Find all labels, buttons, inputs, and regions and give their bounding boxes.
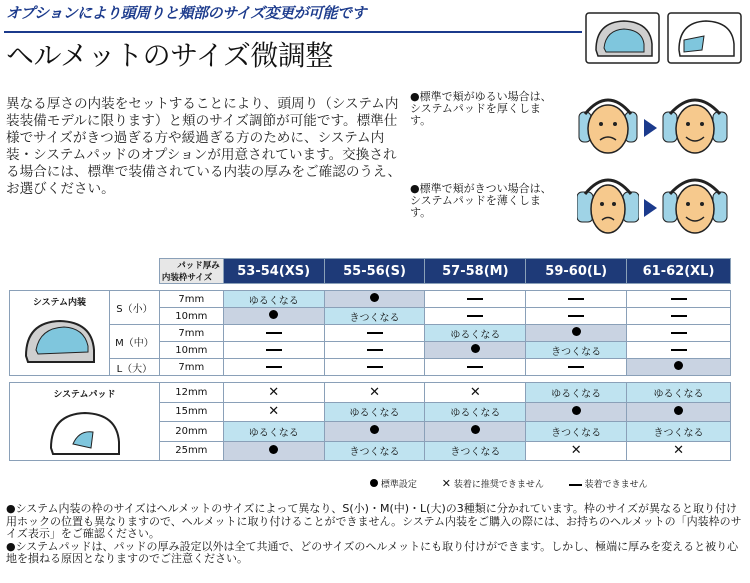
note-system-pad: ●システムパッドは、パッドの厚み設定以外は全て共通で、どのサイズのヘルメットにも取り付けができます。しかし、極端に厚みを変えると被り心地を損ねる原因となりますのでご注意ください。 — [6, 539, 739, 565]
table-row — [10, 383, 731, 403]
fit-cell — [425, 383, 526, 403]
face-tight-after-icon — [662, 172, 728, 240]
standard-dot-icon — [674, 361, 683, 370]
fit-cell — [627, 325, 731, 342]
not-recommended-x-icon: ✕ — [369, 384, 380, 400]
fit-cell — [627, 359, 731, 376]
size-header: 61-62(XL) — [627, 259, 731, 284]
note-system-liner: ●システム内装の枠のサイズはヘルメットのサイズによって異なり、S(小)・M(中)・L(大)の3種類に分かれています。枠のサイズが異なると取り付け用ホックの位置も異なりますので、ヘルメットに取り付けることができません。システム内装をご購入の際には、お持ちのヘルメットの「内装枠のサイズ表示」をご確認ください。 — [6, 502, 742, 540]
dot-icon — [370, 479, 378, 487]
size-header: 55-56(S) — [324, 259, 425, 284]
table-header-row — [10, 259, 731, 284]
arrow-right-icon — [644, 119, 657, 137]
not-possible-dash-icon — [568, 298, 584, 300]
fit-cell — [223, 325, 324, 342]
fit-cell: きつくなる — [425, 441, 526, 461]
fit-cell: ゆるくなる — [627, 383, 731, 403]
not-possible-dash-icon — [671, 349, 687, 351]
fit-cell — [223, 308, 324, 325]
system-pad-section — [10, 383, 731, 461]
face-loose-after-icon — [662, 92, 728, 160]
system-liner-section — [10, 291, 731, 376]
fit-cell — [425, 291, 526, 308]
section-label-cell — [10, 383, 160, 461]
x-icon: ✕ — [441, 477, 451, 490]
fit-cell — [324, 422, 425, 442]
fit-cell — [223, 383, 324, 403]
size-header: 57-58(M) — [425, 259, 526, 284]
fit-cell: ゆるくなる — [526, 383, 627, 403]
fit-cell: きつくなる — [526, 422, 627, 442]
thickness-label: 12mm — [159, 383, 223, 403]
fit-cell — [526, 359, 627, 376]
thickness-label: 7mm — [159, 325, 223, 342]
standard-dot-icon — [269, 445, 278, 454]
fit-cell — [627, 441, 731, 461]
thickness-label: 7mm — [159, 359, 223, 376]
thickness-label: 15mm — [159, 402, 223, 422]
size-header: 53-54(XS) — [223, 259, 324, 284]
not-recommended-x-icon: ✕ — [673, 443, 684, 459]
frame-size-label: L（大） — [109, 359, 159, 376]
fit-cell: きつくなる — [627, 422, 731, 442]
section-label-cell — [10, 291, 110, 376]
standard-dot-icon — [370, 425, 379, 434]
frame-size-label: S（小） — [109, 291, 159, 325]
dash-icon — [569, 484, 582, 486]
fit-cell — [324, 291, 425, 308]
thickness-label: 10mm — [159, 342, 223, 359]
not-possible-dash-icon — [671, 332, 687, 334]
fit-cell: ゆるくなる — [324, 402, 425, 422]
intro-text: 異なる厚さの内装をセットすることにより、頭周り（システム内装装備モデルに限ります）と頬のサイズ調節が可能です。標準仕様でサイズがきつ過ぎる方や緩過ぎる方のために、システム内装・システムパッドのオプションが用意されています。交換される場合には、標準で装備されている内装の厚みをご確認のうえ、お選びください。 — [6, 96, 402, 197]
legend-standard: 標準設定 — [380, 480, 417, 490]
not-recommended-x-icon: ✕ — [469, 384, 481, 400]
legend-not-possible: 装着できません — [584, 480, 648, 490]
arrow-right-icon — [644, 199, 657, 217]
not-recommended-x-icon: ✕ — [268, 384, 280, 400]
not-possible-dash-icon — [266, 349, 282, 351]
not-possible-dash-icon — [266, 332, 282, 334]
fit-cell — [526, 308, 627, 325]
fit-cell — [526, 441, 627, 461]
legend-not-recommended: 装着に推奨できません — [453, 480, 544, 490]
thickness-label: 20mm — [159, 422, 223, 442]
standard-dot-icon — [674, 406, 683, 415]
pad-helmet-icon — [43, 404, 125, 460]
fit-cell: きつくなる — [526, 342, 627, 359]
fit-cell — [223, 402, 324, 422]
table-row — [10, 359, 731, 376]
not-possible-dash-icon — [367, 332, 383, 334]
not-possible-dash-icon — [467, 298, 483, 300]
face-tight-before-icon — [577, 172, 639, 240]
table-row — [10, 325, 731, 342]
section-label: システムパッド — [53, 390, 116, 400]
not-recommended-x-icon: ✕ — [268, 404, 280, 420]
standard-dot-icon — [572, 327, 581, 336]
fit-cell — [324, 342, 425, 359]
liner-helmet-icon — [18, 312, 100, 368]
fit-cell: ゆるくなる — [223, 291, 324, 308]
fit-cell — [223, 342, 324, 359]
standard-dot-icon — [269, 310, 278, 319]
title-underline — [4, 31, 582, 33]
fit-cell — [223, 441, 324, 461]
table-corner: パッド厚み 内装枠サイズ — [159, 259, 223, 284]
not-possible-dash-icon — [568, 315, 584, 317]
not-possible-dash-icon — [467, 315, 483, 317]
fit-cell — [627, 402, 731, 422]
fit-cell — [627, 308, 731, 325]
section-label: システム内装 — [32, 298, 87, 308]
subtitle: オプションにより頭周りと頬部のサイズ変更が可能です — [6, 4, 366, 22]
not-possible-dash-icon — [367, 349, 383, 351]
not-possible-dash-icon — [671, 315, 687, 317]
page-title: ヘルメットのサイズ微調整 — [6, 39, 333, 72]
not-possible-dash-icon — [568, 366, 584, 368]
fit-cell — [627, 342, 731, 359]
fit-cell — [627, 291, 731, 308]
fit-cell — [425, 342, 526, 359]
case-loose-cheek: ●標準で頬がゆるい場合は、システムパッドを厚くします。 — [410, 90, 552, 127]
size-header: 59-60(L) — [526, 259, 627, 284]
fit-cell: ゆるくなる — [425, 325, 526, 342]
size-table — [9, 258, 731, 461]
fit-cell — [526, 291, 627, 308]
frame-size-label: M（中） — [109, 325, 159, 359]
fit-cell — [324, 325, 425, 342]
standard-dot-icon — [572, 406, 581, 415]
table-row — [10, 291, 731, 308]
legend — [370, 477, 745, 490]
standard-dot-icon — [471, 425, 480, 434]
standard-dot-icon — [370, 293, 379, 302]
fit-cell — [526, 402, 627, 422]
not-possible-dash-icon — [266, 366, 282, 368]
not-possible-dash-icon — [367, 366, 383, 368]
thickness-label: 7mm — [159, 291, 223, 308]
not-possible-dash-icon — [671, 298, 687, 300]
thickness-label: 25mm — [159, 441, 223, 461]
fit-cell — [526, 325, 627, 342]
notes — [6, 503, 746, 566]
fit-cell — [324, 383, 425, 403]
not-recommended-x-icon: ✕ — [570, 443, 582, 459]
standard-dot-icon — [471, 344, 480, 353]
fit-cell — [223, 359, 324, 376]
face-loose-before-icon — [577, 92, 639, 160]
fit-cell: ゆるくなる — [425, 402, 526, 422]
fit-cell — [425, 359, 526, 376]
fit-cell — [425, 308, 526, 325]
not-possible-dash-icon — [467, 366, 483, 368]
case-tight-cheek: ●標準で頬がきつい場合は、システムパッドを薄くします。 — [410, 182, 552, 219]
helmet-header-illustrations — [584, 10, 744, 66]
fit-cell: きつくなる — [324, 308, 425, 325]
fit-cell — [425, 422, 526, 442]
fit-cell: きつくなる — [324, 441, 425, 461]
fit-cell: ゆるくなる — [223, 422, 324, 442]
thickness-label: 10mm — [159, 308, 223, 325]
fit-cell — [324, 359, 425, 376]
